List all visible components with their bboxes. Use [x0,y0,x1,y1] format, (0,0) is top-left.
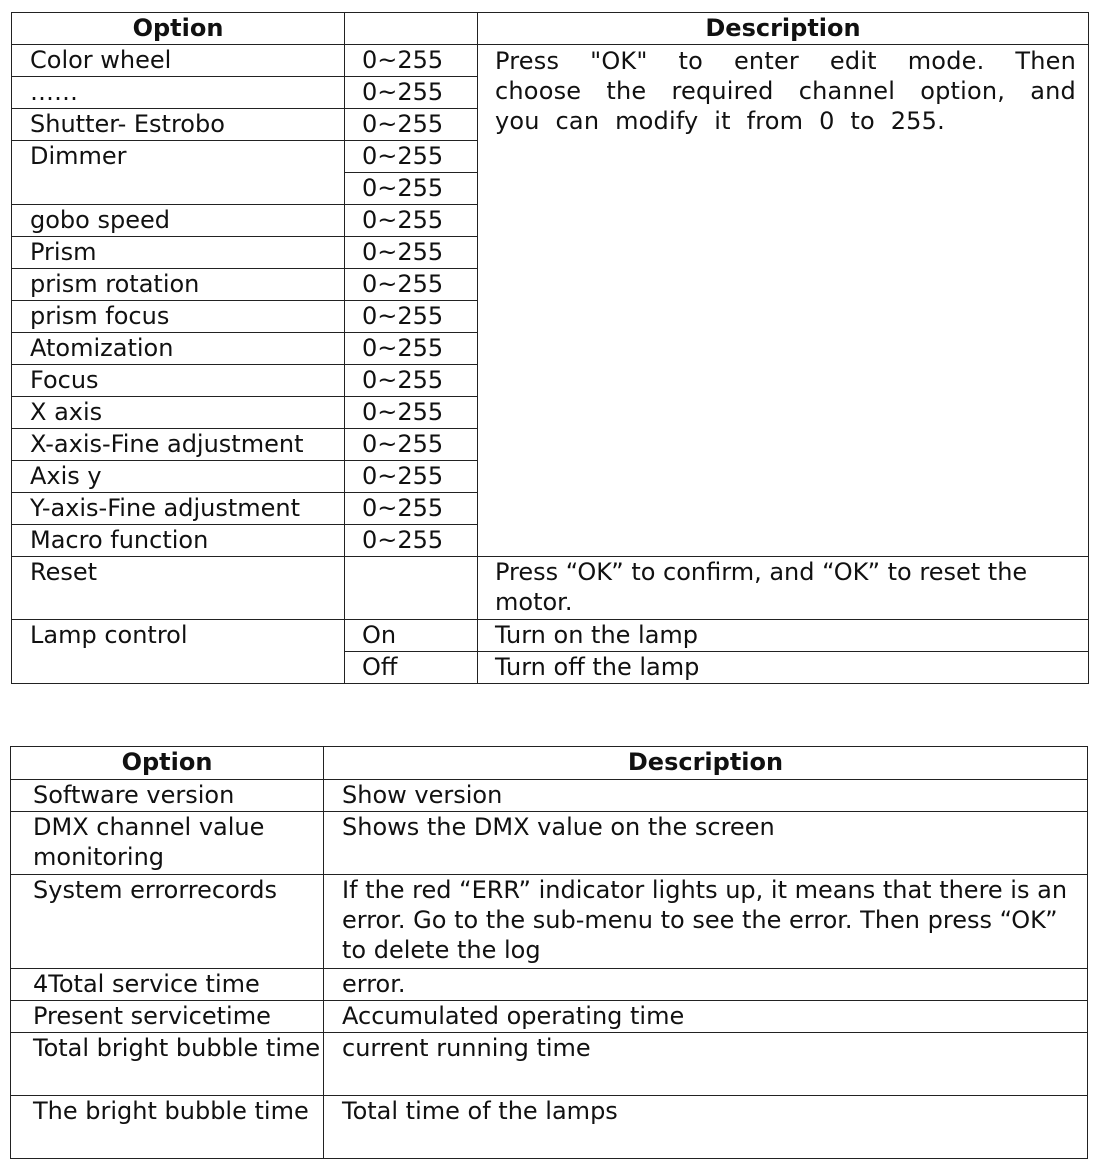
option-cell: Dimmer [12,141,345,205]
table-row [11,1096,1088,1159]
value-cell: 0~255 [345,429,478,461]
value-cell: Off [345,652,478,684]
table-row [12,620,1089,652]
option-cell: gobo speed [12,205,345,237]
lamp-off-description: Turn off the lamp [478,652,1089,684]
description-cell: Show version [324,780,1088,812]
option-cell: X-axis-Fine adjustment [12,429,345,461]
reset-description: Press “OK” to confirm, and “OK” to reset the motor. [478,557,1089,620]
table-row [11,780,1088,812]
value-cell: 0~255 [345,141,478,173]
header-description: Description [478,13,1089,45]
option-cell: System errorrecords [11,875,324,969]
option-cell: Reset [12,557,345,620]
header-description: Description [324,747,1088,780]
value-cell: 0~255 [345,173,478,205]
header-option: Option [11,747,324,780]
option-cell: Present servicetime [11,1001,324,1033]
option-cell: 4Total service time [11,969,324,1001]
option-cell: …… [12,77,345,109]
option-cell: Shutter- Estrobo [12,109,345,141]
option-cell: prism rotation [12,269,345,301]
table-row [12,45,1089,77]
value-cell: 0~255 [345,237,478,269]
value-cell: On [345,620,478,652]
description-cell: If the red “ERR” indicator lights up, it means that there is an error. Go to the sub-menu to see the error. Then press “OK” to delete the log [324,875,1088,969]
lamp-on-description: Turn on the lamp [478,620,1089,652]
description-cell: current running time [324,1033,1088,1096]
option-cell: Macro function [12,525,345,557]
value-cell: 0~255 [345,365,478,397]
option-cell: Atomization [12,333,345,365]
description-cell: Accumulated operating time [324,1001,1088,1033]
value-cell: 0~255 [345,493,478,525]
table-row [12,557,1089,620]
option-cell: Y-axis-Fine adjustment [12,493,345,525]
option-cell: Software version [11,780,324,812]
value-cell: 0~255 [345,397,478,429]
description-cell: error. [324,969,1088,1001]
option-cell: Axis y [12,461,345,493]
description-cell: Shows the DMX value on the screen [324,812,1088,875]
option-cell: Total bright bubble time [11,1033,324,1096]
table-row [11,1033,1088,1096]
option-cell: Focus [12,365,345,397]
option-cell: Prism [12,237,345,269]
value-cell: 0~255 [345,333,478,365]
table-row [11,1001,1088,1033]
value-cell [345,557,478,620]
header-option: Option [12,13,345,45]
option-cell: Color wheel [12,45,345,77]
option-cell: Lamp control [12,620,345,684]
table-row [11,812,1088,875]
value-cell: 0~255 [345,461,478,493]
value-cell: 0~255 [345,205,478,237]
channel-options-table [11,12,1089,684]
value-cell: 0~255 [345,525,478,557]
value-cell: 0~255 [345,269,478,301]
edit-mode-description: Press "OK" to enter edit mode. Then choose the required channel option, and you can modify it from 0 to 255. [478,45,1089,557]
option-cell: The bright bubble time [11,1096,324,1159]
value-cell: 0~255 [345,77,478,109]
option-cell: prism focus [12,301,345,333]
option-cell: X axis [12,397,345,429]
table-row [11,875,1088,969]
description-cell: Total time of the lamps [324,1096,1088,1159]
value-cell: 0~255 [345,45,478,77]
value-cell: 0~255 [345,301,478,333]
option-cell: DMX channel value monitoring [11,812,324,875]
system-options-table [10,746,1088,1159]
value-cell: 0~255 [345,109,478,141]
table-row [11,969,1088,1001]
header-value [345,13,478,45]
